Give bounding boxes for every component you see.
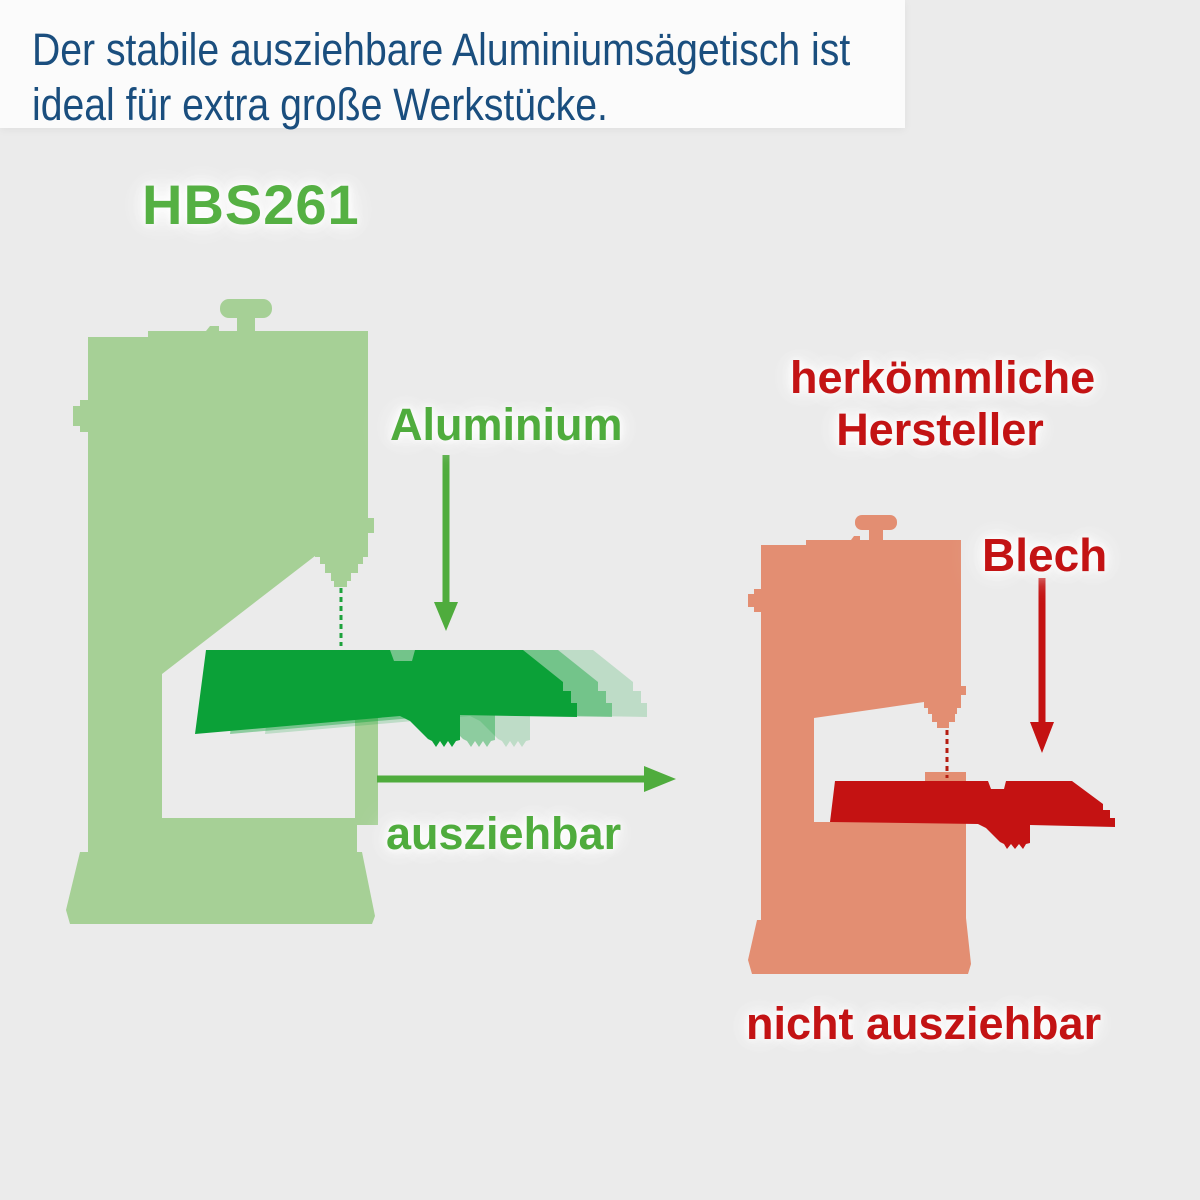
right-saw-blade-guide — [924, 700, 961, 728]
model-name-label: HBS261 — [142, 173, 360, 236]
right-saw-knob-stem — [869, 528, 883, 547]
left-saw-body — [73, 326, 374, 852]
nicht-ausziehbar-label: nicht ausziehbar — [746, 998, 1102, 1049]
headline-line1: Der stabile ausziehbare Aluminiumsägetisch ist — [32, 24, 851, 75]
right-bandsaw-silhouette — [748, 515, 971, 974]
extendable-direction-arrow — [377, 766, 676, 792]
left-saw-base — [66, 818, 375, 924]
ausziehbar-label: ausziehbar — [386, 808, 622, 859]
left-saw-rear-pedestal — [355, 715, 378, 825]
headline-banner — [0, 0, 905, 128]
conventional-makers-line1: herkömmliche — [790, 352, 1096, 403]
headline-text — [32, 22, 850, 132]
right-saw-base — [748, 822, 971, 974]
right-saw-knob-cap — [855, 515, 897, 530]
left-bandsaw-silhouette — [66, 299, 378, 924]
headline-line2: ideal für extra große Werkstücke. — [32, 79, 608, 130]
conventional-makers-line2: Hersteller — [836, 404, 1044, 455]
aluminium-pointer-arrow — [434, 455, 458, 631]
aluminium-label: Aluminium — [390, 399, 623, 450]
conventional-makers-label — [790, 352, 1096, 456]
blech-pointer-arrow — [1030, 578, 1054, 753]
blech-label: Blech — [982, 529, 1108, 581]
left-saw-knob-stem — [237, 315, 255, 339]
left-saw-blade-guide — [315, 548, 368, 587]
